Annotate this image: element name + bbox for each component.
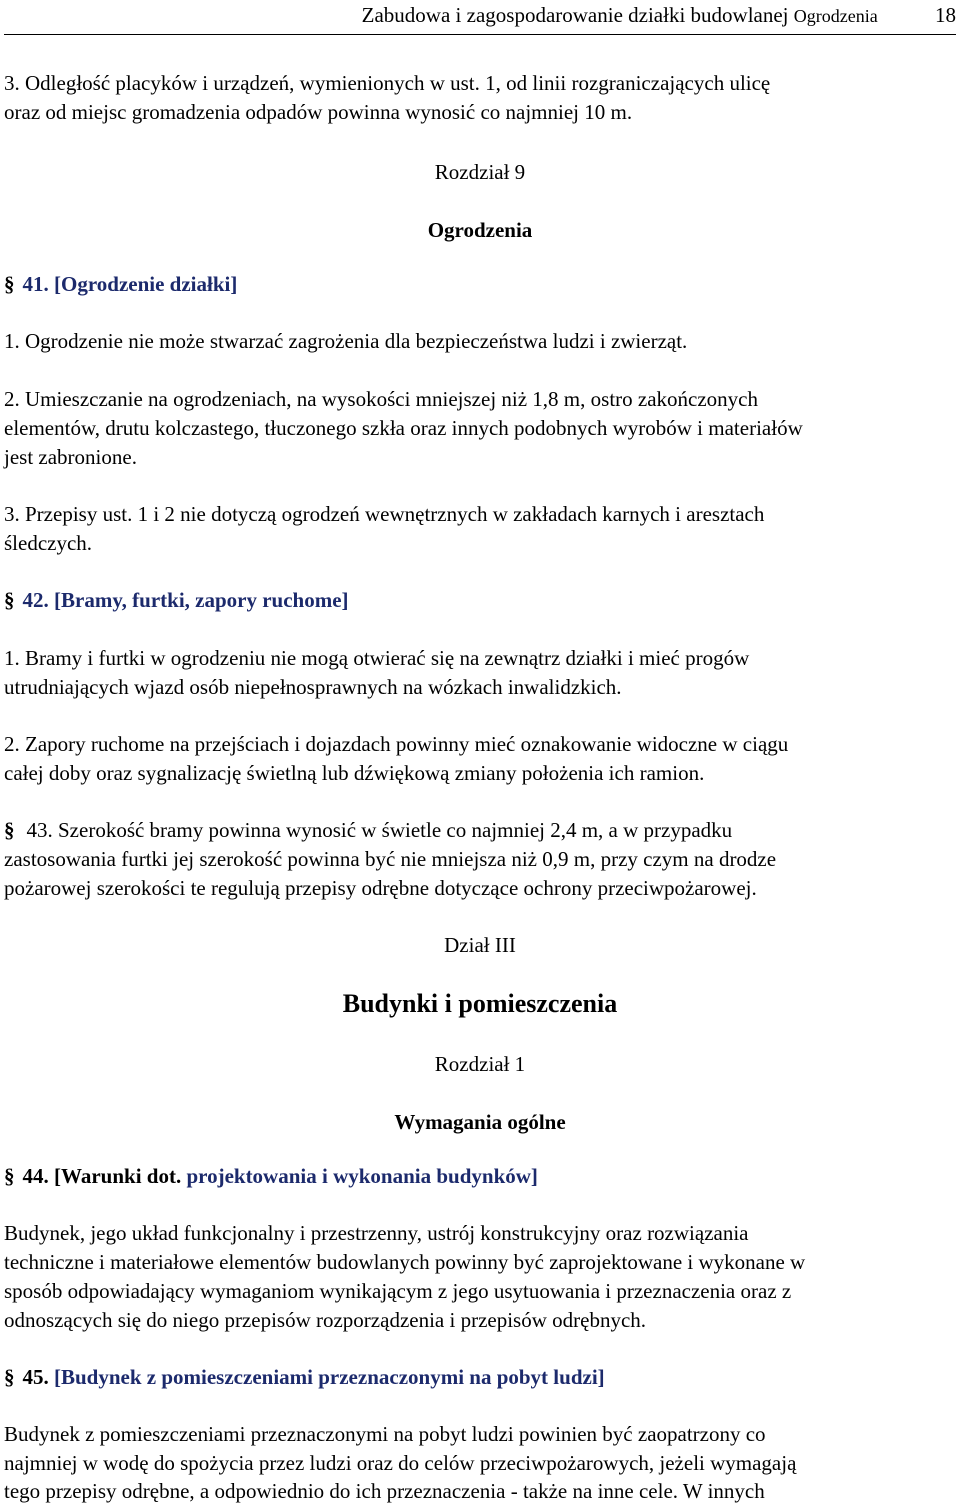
section-title-link: [Budynek z pomieszczeniami przeznaczonymi na pobyt ludzi] [54,1365,605,1389]
paragraph-line: Budynek, jego układ funkcjonalny i przestrzenny, ustrój konstrukcyjny oraz rozwiązania [4,1221,749,1245]
paragraph-line: 2. Umieszczanie na ogrodzeniach, na wysokości mniejszej niż 1,8 m, ostro zakończonych [4,387,759,411]
paragraph-line: odnoszących się do niego przepisów rozporządzenia i przepisów odrębnych. [4,1308,647,1332]
paragraph-line: sposób odpowiadający wymaganiom wynikającym z jego usytuowania i przeznaczenia oraz z [4,1279,792,1303]
page-header [4,0,956,35]
paragraph-line: jest zabronione. [4,445,137,469]
paragraph-line: 2. Zapory ruchome na przejściach i dojazdach powinny mieć oznakowanie widoczne w ciągu [4,732,789,756]
part-heading: Dział III [444,933,516,957]
section-heading-42 [4,586,349,614]
section-sign: § [4,272,15,296]
section-heading-45 [4,1363,605,1391]
part-title: Budynki i pomieszczenia [342,989,618,1018]
paragraph-line [4,816,732,844]
paragraph-line: najmniej w wodę do spożycia przez ludzi oraz do celów przeciwpożarowych, jeżeli wymagają [4,1451,797,1475]
section-title-part: 44. [Warunki dot. [22,1164,182,1188]
section-heading-44 [4,1162,538,1190]
section-title-link: projektowania i wykonania budynków] [186,1164,538,1188]
paragraph-line: oraz od miejsc gromadzenia odpadów powinna wynosić co najmniej 10 m. [4,100,633,124]
paragraph-line: tego przepisy odrębne, a odpowiednio do ich przeznaczenia - także na inne cele. W innych [4,1479,765,1503]
paragraph-line: 3. Przepisy ust. 1 i 2 nie dotyczą ogrodzeń wewnętrznych w zakładach karnych i aresztach [4,502,765,526]
section-sign: § [4,1365,15,1389]
paragraph-line: całej doby oraz sygnalizację świetlną lub dźwiękową zmiany położenia ich ramion. [4,761,705,785]
chapter-heading: Rozdział 9 [434,160,526,184]
paragraph-line: śledczych. [4,531,93,555]
paragraph-line: zastosowania furtki jej szerokość powinna być nie mniejsza niż 0,9 m, przy czym na drodze [4,847,777,871]
paragraph-line: Budynek z pomieszczeniami przeznaczonymi na pobyt ludzi powinien być zaopatrzony co [4,1422,766,1446]
paragraph-line: techniczne i materiałowe elementów budowlanych powinny być zaprojektowane i wykonane w [4,1250,806,1274]
paragraph-line: pożarowej szerokości te regulują przepisy odrębne dotyczące ochrony przeciwpożarowej. [4,876,757,900]
header-subtitle: Ogrodzenia [793,6,878,26]
chapter-title: Ogrodzenia [427,218,533,242]
section-sign: § [4,818,15,842]
section-title: 42. [Bramy, furtki, zapory ruchome] [22,588,349,612]
paragraph-line: elementów, drutu kolczastego, tłuczonego szkła oraz innych podobnych wyrobów i materiałów [4,416,803,440]
paragraph-line: 3. Odległość placyków i urządzeń, wymienionych w ust. 1, od linii rozgraniczających ulicę [4,71,771,95]
section-sign: § [4,1164,15,1188]
header-title: Zabudowa i zagospodarowanie działki budowlanej [361,3,789,27]
section-title: 41. [Ogrodzenie działki] [22,272,238,296]
chapter-title: Wymagania ogólne [394,1110,566,1134]
paragraph-line: 1. Bramy i furtki w ogrodzeniu nie mogą otwierać się na zewnątrz działki i mieć progów [4,646,750,670]
page-number: 18 [935,3,956,27]
paragraph-line: utrudniających wjazd osób niepełnosprawnych na wózkach inwalidzkich. [4,675,622,699]
section-title-part: 45. [22,1365,49,1389]
section-text: 43. Szerokość bramy powinna wynosić w świetle co najmniej 2,4 m, a w przypadku [26,818,733,842]
paragraph-line: 1. Ogrodzenie nie może stwarzać zagrożenia dla bezpieczeństwa ludzi i zwierząt. [4,329,688,353]
section-heading-41 [4,270,237,298]
section-sign: § [4,588,15,612]
chapter-heading: Rozdział 1 [434,1052,526,1076]
